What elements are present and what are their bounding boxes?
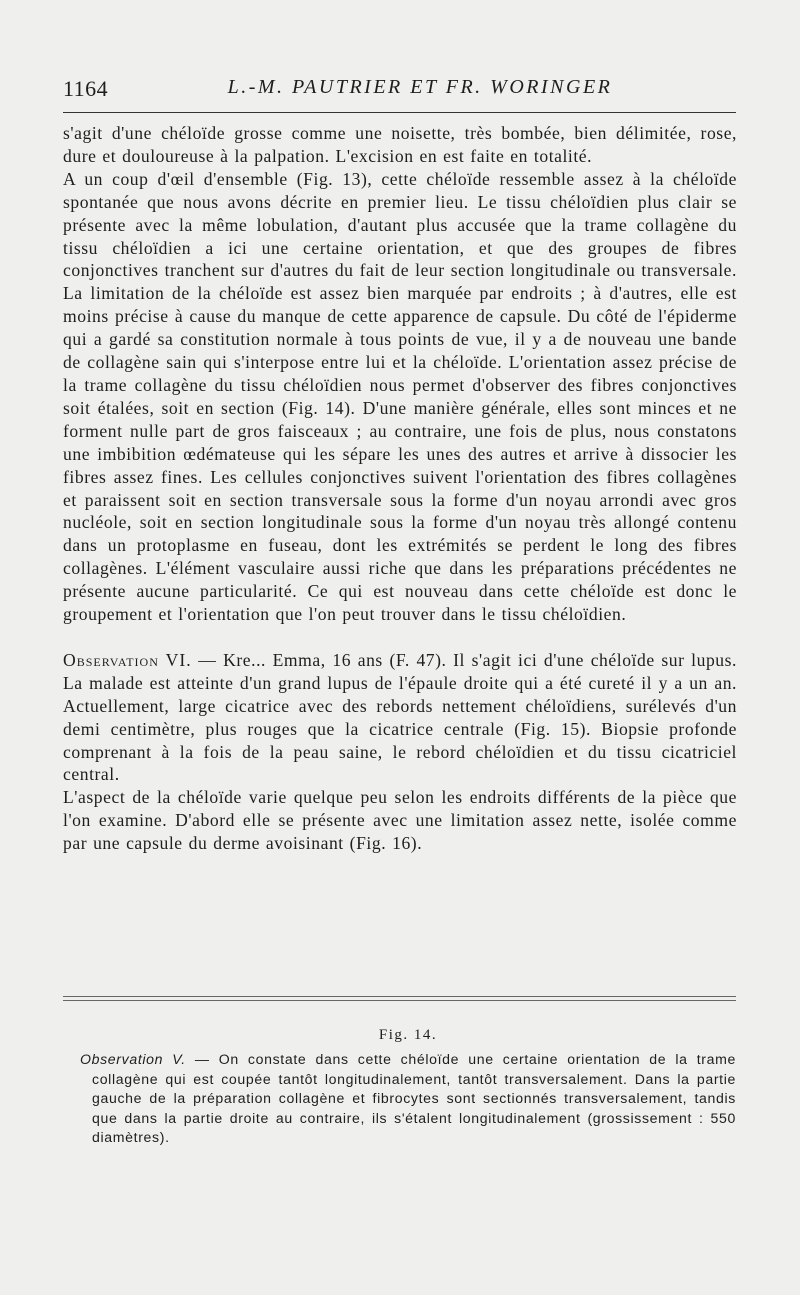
page-number: 1164 [63, 76, 109, 101]
figure-caption [80, 1027, 736, 1148]
observation-text: — Kre... Emma, 16 ans (F. 47). Il s'agit ici d'une chéloïde sur lupus. La malade est atteinte d'un grand lupus de l'épaule droite qui a été cureté il y a un an. Actuellement, large cicatrice avec des rebords nettement chéloïdiens, surélevés d'un demi centimètre, plus rouges que la cicatrice centrale (Fig. 15). Biopsie profonde comprenant à la fois de la peau saine, le rebord chéloïdien et du tissu cicatriciel central. [63, 649, 737, 785]
caption-lead: Observation V. [80, 1051, 186, 1067]
paragraph-continuation: s'agit d'une chéloïde grosse comme une noisette, très bombée, bien délimitée, rose, dure et douloureuse à la palpation. L'excision en est faite en totalité. [63, 123, 737, 166]
paragraph-aspect: L'aspect de la chéloïde varie quelque peu selon les endroits différents de la pièce que l'on examine. D'abord elle se présente avec une limitation assez nette, isolée comme par une capsule du derme avoisinant (Fig. 16). [63, 787, 737, 854]
running-title: L.-M. PAUTRIER ET FR. WORINGER [227, 76, 613, 98]
header-rule [63, 112, 736, 113]
paragraph-observation-v-analysis: A un coup d'œil d'ensemble (Fig. 13), cette chéloïde ressemble assez à la chéloïde spontanée que nous avons décrite en premier lieu. Le tissu chéloïdien plus clair se présente avec la même lobulation, d'autant plus accusée que la trame collagène du tissu chéloïdien a ici une certaine orientation, et que des groupes de fibres conjonctives tranchent sur d'autres du fait de leur section longitudinale ou transversale. La limitation de la chéloïde est assez bien marquée par endroits ; à d'autres, elle est moins précise à cause du manque de cette apparence de capsule. Du côté de l'épiderme qui a gardé sa constitution normale à tous points de vue, il y a de nouveau une bande de collagène sain qui s'interpose entre lui et la chéloïde. L'orientation assez précise de la trame collagène du tissu chéloïdien nous permet d'observer des fibres conjonctives soit étalées, soit en section (Fig. 14). D'une manière générale, elles sont minces et ne forment nulle part de gros faisceaux ; au contraire, une fois de plus, nous constatons une imbibition œdémateuse qui les sépare les unes des autres et arrive à dissocier les fibres assez fines. Les cellules conjonctives suivent l'orientation des fibres collagènes et paraissent soit en section transversale sous la forme d'un noyau arrondi avec gros nucléole, soit en section longitudinale sous la forme d'un noyau très allongé contenu dans un protoplasme en fuseau, dont les extrémités se perdent le long des fibres collagènes. L'élément vasculaire aussi riche que dans les préparations précédentes ne présente aucune particularité. Ce qui est nouveau dans cette chéloïde est donc le groupement et l'orientation que l'on peut trouver dans le tissu chéloïdien. [63, 168, 737, 625]
running-head [63, 76, 737, 104]
figure-label: Fig. 14. [378, 1027, 438, 1043]
caption-text [80, 1050, 736, 1148]
figure-rule-top [63, 996, 736, 997]
paragraph-observation-vi [63, 649, 737, 786]
figure-rule-bottom [63, 1000, 736, 1001]
observation-label: Observation VI. [63, 649, 192, 670]
body-text [63, 122, 737, 855]
caption-body: — On constate dans cette chéloïde une certaine orientation de la trame collagène qui est coupée tantôt longitudinalement, tantôt transversalement. Dans la partie gauche de la préparation collagène et fibrocytes sont sectionnés transversalement, tandis que dans la partie droite au contraire, ils s'étalent longitudinalement (grossissement : 550 diamètres). [92, 1051, 737, 1146]
